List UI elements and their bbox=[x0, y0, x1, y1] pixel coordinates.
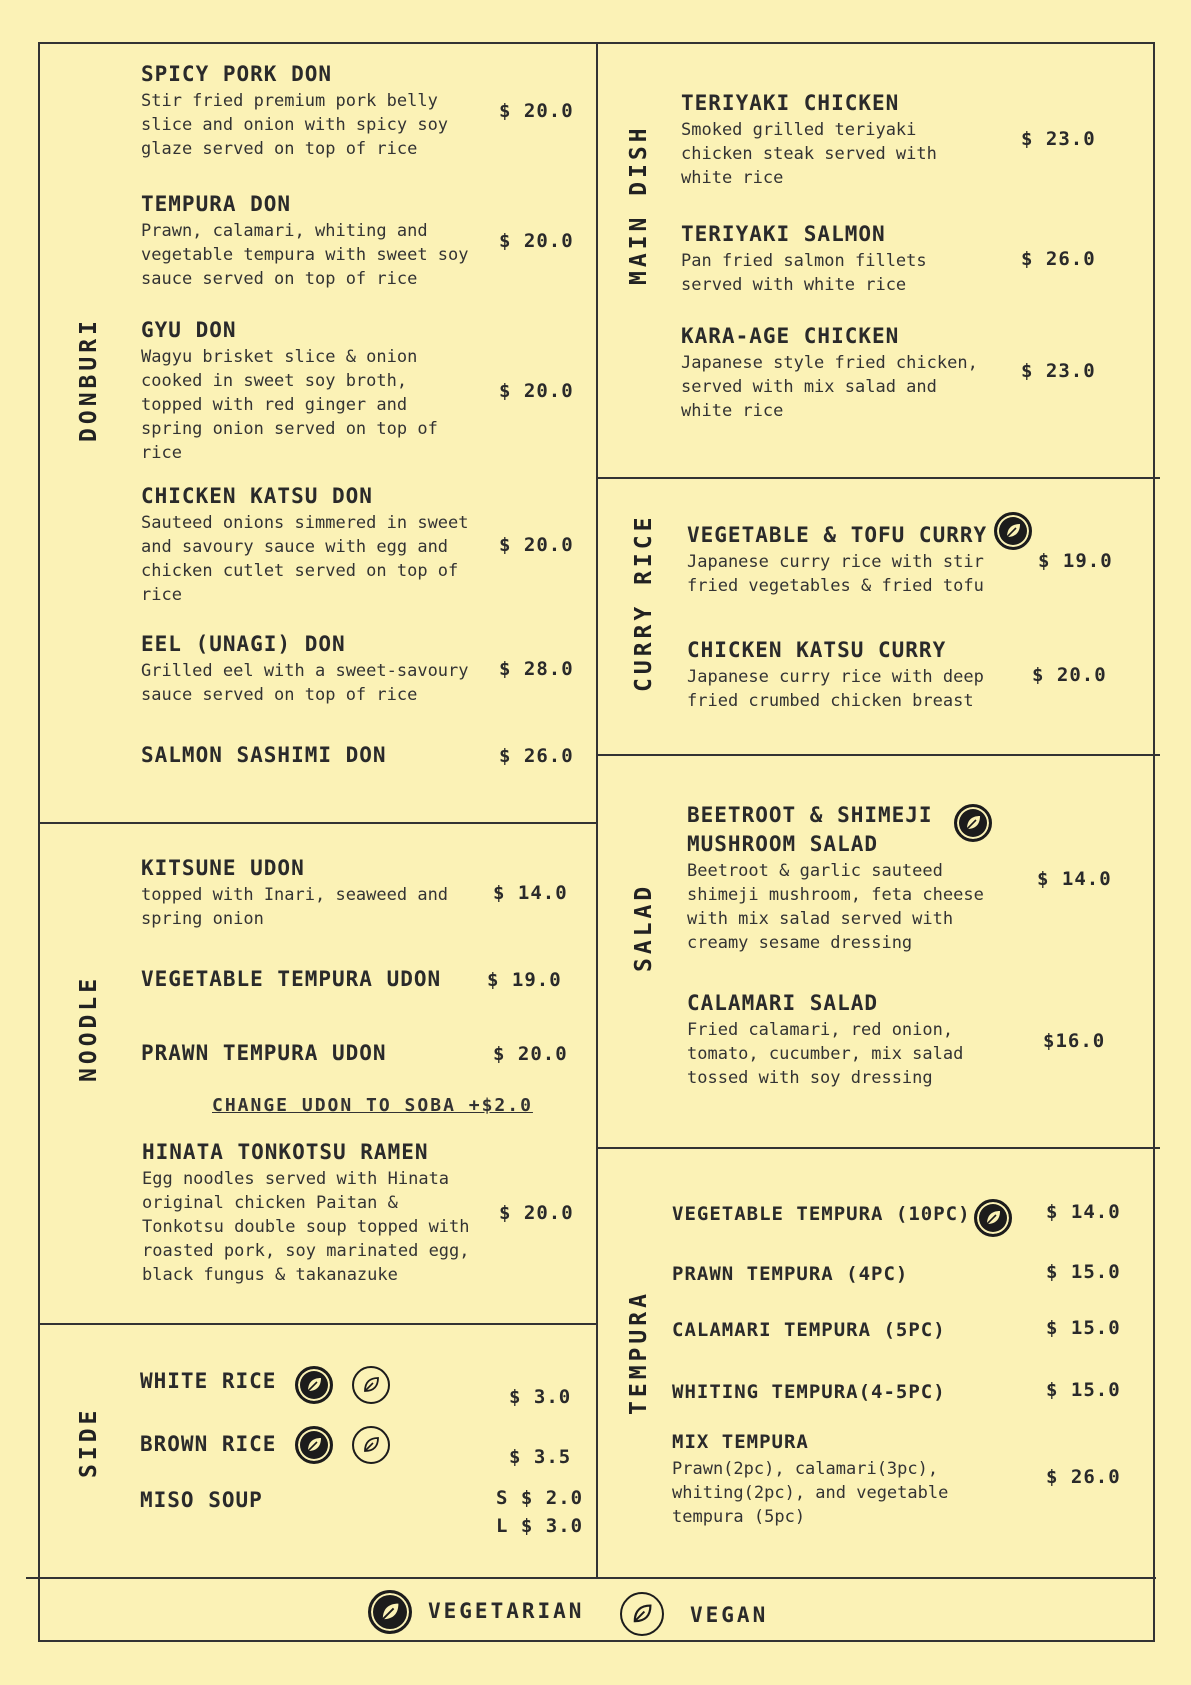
vegan-icon bbox=[352, 1366, 390, 1404]
item-price: $ 14.0 bbox=[1037, 868, 1112, 890]
menu-item bbox=[141, 1039, 471, 1068]
item-price: $ 26.0 bbox=[499, 745, 574, 767]
item-price-large: L $ 3.0 bbox=[496, 1515, 584, 1537]
center-divider bbox=[596, 42, 598, 1577]
item-price: $ 26.0 bbox=[1021, 248, 1096, 270]
item-description: Pan fried salmon fillets served with white rice bbox=[681, 251, 927, 295]
item-price: $ 14.0 bbox=[1046, 1201, 1121, 1223]
item-name: CALAMARI TEMPURA (5PC) bbox=[672, 1319, 946, 1341]
divider-noodle-side bbox=[40, 1323, 597, 1325]
item-name: SALMON SASHIMI DON bbox=[141, 743, 387, 767]
vegetarian-icon bbox=[295, 1366, 333, 1404]
item-price: $ 20.0 bbox=[493, 1043, 568, 1065]
item-description: Sauteed onions simmered in sweet and savoury sauce with egg and chicken cutlet served on top of rice bbox=[141, 513, 469, 605]
item-name: MIX TEMPURA bbox=[672, 1431, 809, 1453]
item-name: BROWN RICE bbox=[140, 1432, 277, 1456]
divider-salad-tempura bbox=[598, 1147, 1160, 1149]
item-name: KARA-AGE CHICKEN bbox=[681, 324, 900, 348]
item-description: Grilled eel with a sweet-savoury sauce served on top of rice bbox=[141, 661, 469, 705]
item-name: VEGETABLE & TOFU CURRY bbox=[687, 523, 988, 547]
item-name: GYU DON bbox=[141, 318, 237, 342]
item-name: TERIYAKI CHICKEN bbox=[681, 91, 900, 115]
menu-item bbox=[687, 801, 997, 955]
section-label-main-dish: MAIN DISH bbox=[626, 124, 652, 285]
item-price: $ 19.0 bbox=[487, 969, 562, 991]
item-price: $16.0 bbox=[1043, 1030, 1106, 1052]
item-price: $ 19.0 bbox=[1038, 550, 1113, 572]
item-name: HINATA TONKOTSU RAMEN bbox=[142, 1140, 429, 1164]
vegan-icon bbox=[620, 1592, 664, 1636]
item-name: EEL (UNAGI) DON bbox=[141, 632, 346, 656]
item-name: CHICKEN KATSU DON bbox=[141, 484, 373, 508]
vegetarian-icon bbox=[295, 1426, 333, 1464]
item-price-small: S $ 2.0 bbox=[496, 1487, 584, 1509]
menu-item bbox=[672, 1260, 908, 1289]
divider-legend bbox=[26, 1577, 1156, 1579]
vegan-icon bbox=[352, 1426, 390, 1464]
menu-item bbox=[672, 1428, 982, 1529]
item-price: $ 3.0 bbox=[509, 1386, 572, 1408]
item-description: Fried calamari, red onion, tomato, cucumber, mix salad tossed with soy dressing bbox=[687, 1020, 964, 1088]
item-name: TEMPURA DON bbox=[141, 192, 292, 216]
item-price: $ 14.0 bbox=[493, 882, 568, 904]
item-price: $ 20.0 bbox=[499, 534, 574, 556]
menu-item bbox=[672, 1378, 946, 1407]
item-description: Stir fried premium pork belly slice and onion with spicy soy glaze served on top of rice bbox=[141, 91, 449, 159]
menu-item bbox=[687, 521, 1007, 598]
item-price: $ 3.5 bbox=[509, 1446, 572, 1468]
item-name: PRAWN TEMPURA (4PC) bbox=[672, 1263, 909, 1285]
menu-item bbox=[141, 60, 481, 161]
item-description: Prawn, calamari, whiting and vegetable tempura with sweet soy sauce served on top of rice bbox=[141, 221, 469, 289]
menu-item bbox=[672, 1316, 946, 1345]
item-price: $ 20.0 bbox=[499, 230, 574, 252]
item-description: Beetroot & garlic sauteed shimeji mushroom, feta cheese with mix salad served with creamy sesame dressing bbox=[687, 861, 984, 953]
item-description: topped with Inari, seaweed and spring onion bbox=[141, 885, 449, 929]
item-name: MISO SOUP bbox=[140, 1488, 263, 1512]
item-price: $ 28.0 bbox=[499, 658, 574, 680]
menu-item bbox=[141, 630, 481, 707]
menu-item bbox=[140, 1367, 276, 1396]
menu-item bbox=[141, 965, 471, 994]
menu-item bbox=[681, 89, 981, 190]
item-price: $ 20.0 bbox=[499, 380, 574, 402]
item-name: WHITING TEMPURA(4-5PC) bbox=[672, 1381, 946, 1403]
vegetarian-icon bbox=[974, 1199, 1012, 1237]
soba-upgrade-note: CHANGE UDON TO SOBA +$2.0 bbox=[212, 1095, 533, 1116]
divider-curry-salad bbox=[598, 754, 1160, 756]
item-description: Japanese style fried chicken, served with mix salad and white rice bbox=[681, 353, 978, 421]
item-price: $ 23.0 bbox=[1021, 128, 1096, 150]
item-price: $ 15.0 bbox=[1046, 1317, 1121, 1339]
item-description: Wagyu brisket slice & onion cooked in sweet soy broth, topped with red ginger and spring onion served on top of rice bbox=[141, 347, 438, 463]
menu-item bbox=[141, 854, 471, 931]
item-price: $ 15.0 bbox=[1046, 1261, 1121, 1283]
item-name: PRAWN TEMPURA UDON bbox=[141, 1041, 387, 1065]
item-price: $ 20.0 bbox=[499, 1202, 574, 1224]
legend-vegetarian-label: VEGETARIAN bbox=[428, 1599, 585, 1623]
item-description: Japanese curry rice with deep fried crumbed chicken breast bbox=[687, 667, 984, 711]
item-name: VEGETABLE TEMPURA UDON bbox=[141, 967, 442, 991]
item-name: SPICY PORK DON bbox=[141, 62, 333, 86]
item-price: $ 23.0 bbox=[1021, 360, 1096, 382]
divider-donburi-noodle bbox=[40, 822, 597, 824]
menu-item bbox=[141, 190, 481, 291]
item-description: Egg noodles served with Hinata original chicken Paitan & Tonkotsu double soup topped with roasted pork, soy marinated egg, black fungus & takanazuke bbox=[142, 1169, 470, 1285]
section-label-side: SIDE bbox=[76, 1406, 102, 1478]
vegetarian-icon bbox=[368, 1590, 412, 1634]
menu-item bbox=[141, 316, 459, 465]
vegetarian-icon bbox=[994, 512, 1032, 550]
item-name: KITSUNE UDON bbox=[141, 856, 305, 880]
item-name: VEGETABLE TEMPURA (10PC) bbox=[672, 1203, 971, 1225]
item-price: $ 20.0 bbox=[1032, 664, 1107, 686]
section-label-salad: SALAD bbox=[631, 882, 657, 972]
item-name: BEETROOT & SHIMEJI MUSHROOM SALAD bbox=[687, 803, 933, 856]
section-label-curry-rice: CURRY RICE bbox=[631, 513, 657, 692]
section-label-tempura: TEMPURA bbox=[626, 1290, 652, 1415]
menu-item bbox=[140, 1430, 276, 1459]
section-label-noodle: NOODLE bbox=[76, 974, 102, 1082]
vegetarian-icon bbox=[954, 804, 992, 842]
menu-item bbox=[141, 482, 481, 607]
item-name: WHITE RICE bbox=[140, 1369, 277, 1393]
legend-vegan-label: VEGAN bbox=[690, 1603, 769, 1627]
menu-item bbox=[687, 636, 1007, 713]
menu-item bbox=[141, 741, 481, 770]
divider-main-curry bbox=[598, 477, 1160, 479]
item-name: CHICKEN KATSU CURRY bbox=[687, 638, 947, 662]
menu-item bbox=[140, 1486, 263, 1515]
item-name: CALAMARI SALAD bbox=[687, 991, 879, 1015]
item-price: $ 20.0 bbox=[499, 100, 574, 122]
section-label-donburi: DONBURI bbox=[76, 317, 102, 442]
menu-item bbox=[672, 1200, 971, 1229]
menu-item bbox=[681, 322, 981, 423]
item-name: TERIYAKI SALMON bbox=[681, 222, 886, 246]
menu-item bbox=[687, 989, 997, 1090]
item-price: $ 15.0 bbox=[1046, 1379, 1121, 1401]
menu-item bbox=[681, 220, 981, 297]
menu-item bbox=[142, 1138, 487, 1287]
item-description: Prawn(2pc), calamari(3pc), whiting(2pc), and vegetable tempura (5pc) bbox=[672, 1459, 949, 1527]
item-description: Japanese curry rice with stir fried vegetables & fried tofu bbox=[687, 552, 984, 596]
item-price: $ 26.0 bbox=[1046, 1466, 1121, 1488]
item-description: Smoked grilled teriyaki chicken steak served with white rice bbox=[681, 120, 937, 188]
